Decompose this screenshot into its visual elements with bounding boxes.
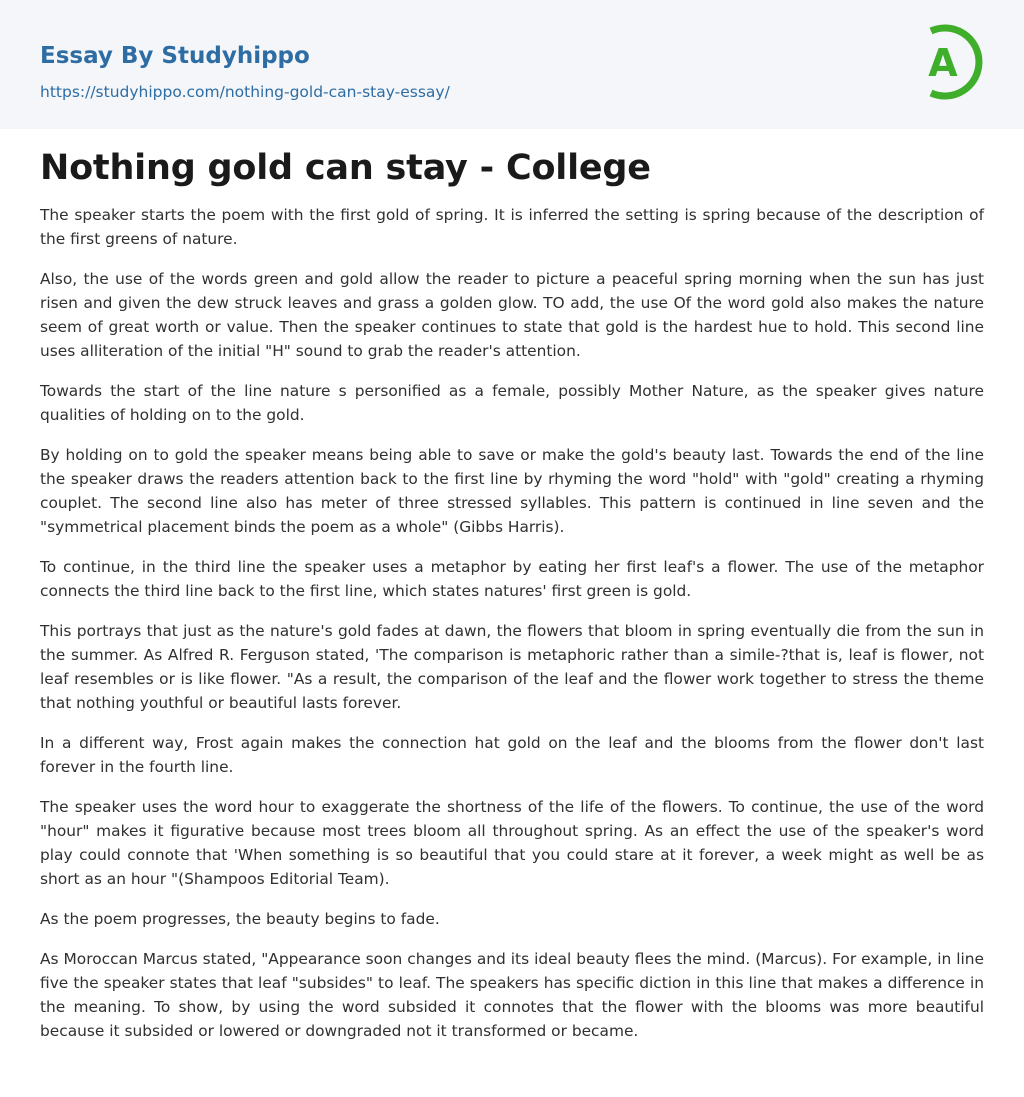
studyhippo-logo-icon[interactable] xyxy=(916,18,986,106)
paragraph: By holding on to gold the speaker means being able to save or make the gold's beauty last. Towards the end of the line the speaker draws the readers attention back to the first line by rhyming the word "hold" with "gold" creating a rhyming couplet. The second line also has meter of three stressed syllables. This pattern is continued in line seven and the "symmetrical placement binds the poem as a whole" (Gibbs Harris). xyxy=(40,446,984,536)
paragraph: As the poem progresses, the beauty begins to fade. xyxy=(40,910,440,928)
paragraph: This portrays that just as the nature's gold fades at dawn, the flowers that bloom in spring eventually die from the sun in the summer. As Alfred R. Ferguson stated, 'The comparison is metaphoric rather than a simile-?that is, leaf is flower, not leaf resembles or is like flower. "As a result, the comparison of the leaf and the flower work together to stress the theme that nothing youthful or beautiful lasts forever. xyxy=(40,622,984,712)
article xyxy=(0,146,1024,1043)
paragraph: Towards the start of the line nature s personified as a female, possibly Mother Nature, as the speaker gives nature qualities of holding on to the gold. xyxy=(40,382,984,424)
paragraph: Also, the use of the words green and gold allow the reader to picture a peaceful spring morning when the sun has just risen and given the dew struck leaves and grass a golden glow. TO add, the use Of the word gold also makes the nature seem of great worth or value. Then the speaker continues to state that gold is the hardest hue to hold. This second line uses alliteration of the initial "H" sound to grab the reader's attention. xyxy=(40,270,984,360)
site-header xyxy=(0,0,1024,129)
paragraph: In a different way, Frost again makes the connection hat gold on the leaf and the blooms from the flower don't last forever in the fourth line. xyxy=(40,734,984,776)
page-title: Nothing gold can stay - College xyxy=(40,148,651,188)
source-url-link[interactable]: https://studyhippo.com/nothing-gold-can-stay-essay/ xyxy=(40,83,450,101)
brand-title[interactable]: Essay By Studyhippo xyxy=(40,43,310,69)
paragraph: To continue, in the third line the speaker uses a metaphor by eating her first leaf's a flower. The use of the metaphor connects the third line back to the first line, which states natures' first green is gold. xyxy=(40,558,984,600)
article-body xyxy=(40,203,984,1043)
paragraph: As Moroccan Marcus stated, "Appearance soon changes and its ideal beauty flees the mind. (Marcus). For example, in line five the speaker states that leaf "subsides" to leaf. The speakers has specific diction in this line that makes a difference in the meaning. To show, by using the word subsided it connotes that the flower with the blooms was more beautiful because it subsided or lowered or downgraded not it transformed or became. xyxy=(40,950,984,1040)
logo-letter: A xyxy=(928,41,958,85)
paragraph: The speaker starts the poem with the first gold of spring. It is inferred the setting is spring because of the description of the first greens of nature. xyxy=(40,206,984,248)
paragraph: The speaker uses the word hour to exaggerate the shortness of the life of the flowers. To continue, the use of the word "hour" makes it figurative because most trees bloom all throughout spring. As an effect the use of the speaker's word play could connote that 'When something is so beautiful that you could stare at it forever, a week might as well be as short as an hour "(Shampoos Editorial Team). xyxy=(40,798,984,888)
